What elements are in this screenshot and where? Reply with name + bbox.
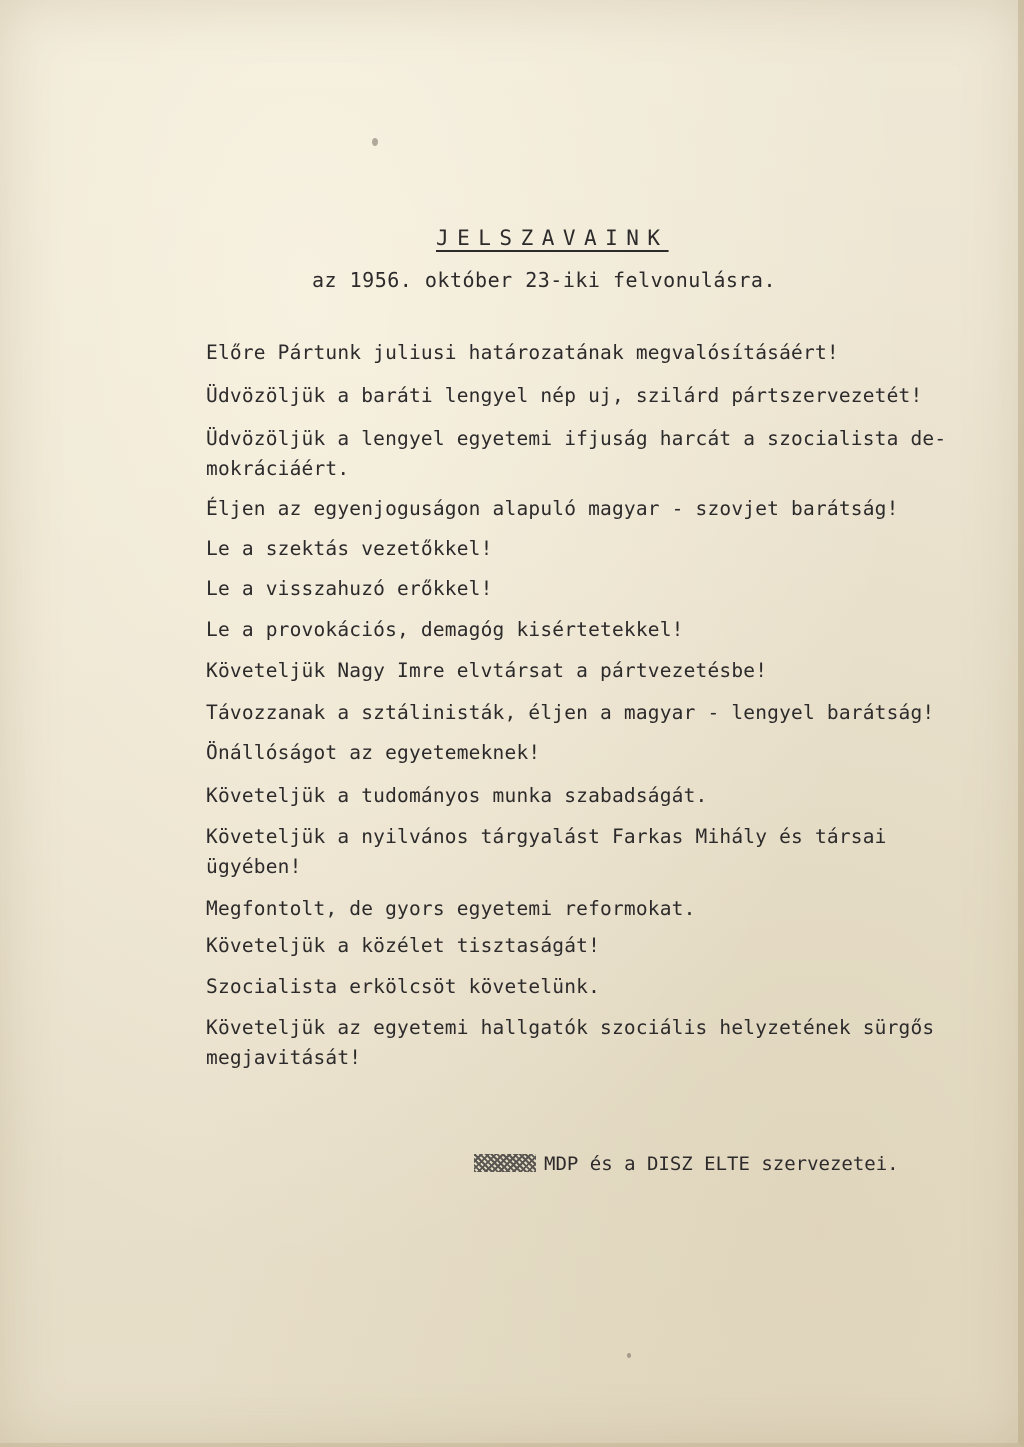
item-line: Követeljük az egyetemi hallgatók szociális helyzetének sürgős xyxy=(206,1016,935,1039)
document-subtitle: az 1956. október 23-iki felvonulásra. xyxy=(312,268,777,292)
item-text xyxy=(206,534,493,564)
item-line: Üdvözöljük a baráti lengyel nép uj, szilárd pártszervezetét! xyxy=(206,384,923,407)
item-text xyxy=(206,615,684,645)
item-text xyxy=(206,894,696,924)
item-text xyxy=(206,698,934,728)
item-text xyxy=(206,424,946,484)
signature-text: MDP és a DISZ ELTE szervezetei. xyxy=(544,1153,899,1175)
item-line: Üdvözöljük a lengyel egyetemi ifjuság harcát a szocialista de- xyxy=(206,427,947,450)
item-line: Önállóságot az egyetemeknek! xyxy=(206,741,541,764)
document-title: JELSZAVAINK xyxy=(436,226,669,250)
item-line: Le a provokációs, demagóg kisértetekkel! xyxy=(206,618,684,641)
item-line: Követeljük a tudományos munka szabadságát. xyxy=(206,784,708,807)
item-text xyxy=(206,338,839,368)
item-text xyxy=(206,1013,934,1073)
item-line: megjavitását! xyxy=(206,1046,362,1069)
signature-line xyxy=(474,1153,899,1175)
item-line: Előre Pártunk juliusi határozatának megvalósításáért! xyxy=(206,341,839,364)
item-line: Le a visszahuzó erőkkel! xyxy=(206,577,493,600)
item-line: Követeljük Nagy Imre elvtársat a pártvezetésbe! xyxy=(206,659,768,682)
item-text xyxy=(206,574,493,604)
item-line: ügyében! xyxy=(206,855,302,878)
item-text xyxy=(206,972,600,1002)
item-text xyxy=(206,822,887,882)
item-text xyxy=(206,931,600,961)
item-text xyxy=(206,781,707,811)
item-line: Le a szektás vezetőkkel! xyxy=(206,537,493,560)
item-text xyxy=(206,381,922,411)
item-line: Követeljük a nyilvános tárgyalást Farkas Mihály és társai xyxy=(206,825,887,848)
ink-smudge xyxy=(474,1154,536,1172)
item-line: Távozzanak a sztálinisták, éljen a magyar - lengyel barátság! xyxy=(206,701,935,724)
item-line: mokráciáért. xyxy=(206,457,350,480)
item-text xyxy=(206,494,899,524)
item-line: Szocialista erkölcsöt követelünk. xyxy=(206,975,601,998)
item-line: Éljen az egyenjoguságon alapuló magyar - szovjet barátság! xyxy=(206,497,899,520)
item-line: Követeljük a közélet tisztaságát! xyxy=(206,934,601,957)
item-line: Megfontolt, de gyors egyetemi reformokat. xyxy=(206,897,696,920)
item-text xyxy=(206,656,767,686)
item-text xyxy=(206,738,540,768)
